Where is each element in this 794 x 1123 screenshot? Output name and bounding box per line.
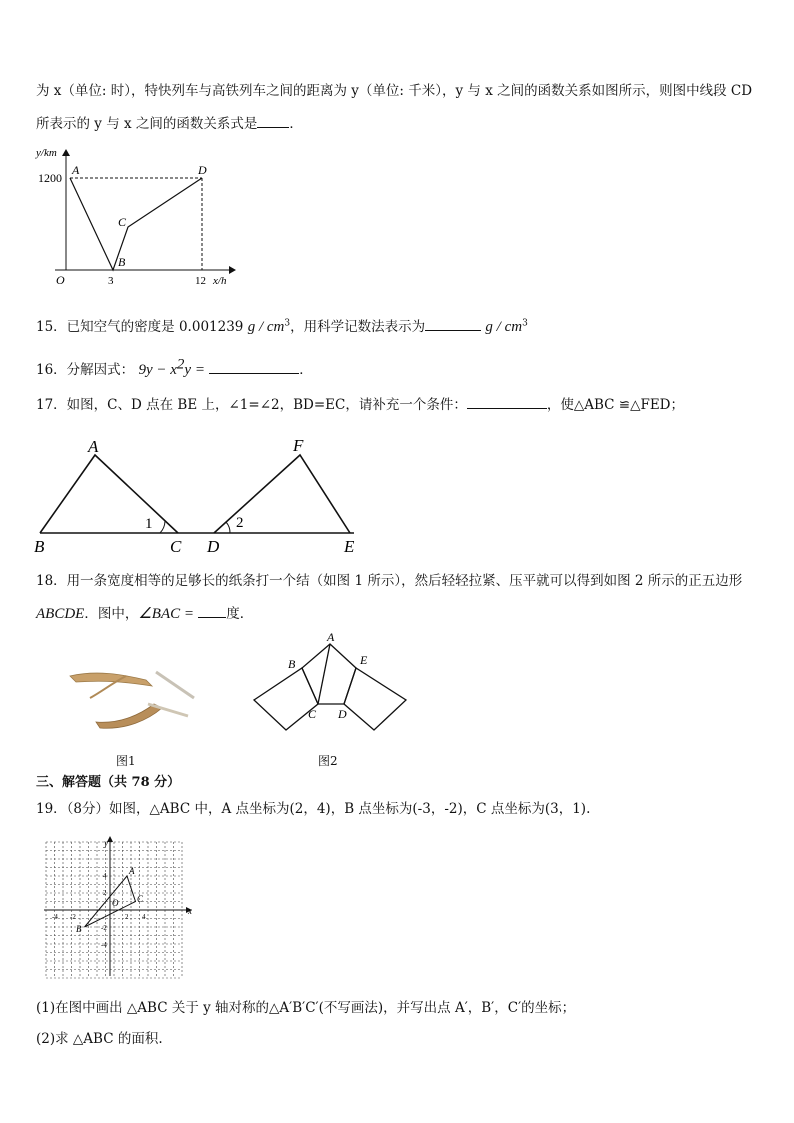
grid-y-tick-neg2: -2 <box>101 924 107 932</box>
q18-text-line1: 18．用一条宽度相等的足够长的纸条打一个结（如图 1 所示），然后轻轻拉紧、压平就可以得到如图 2 所示的正五边形 <box>36 573 743 589</box>
q16-text <box>36 356 313 379</box>
q16-expr-a: 9y − x <box>138 362 177 378</box>
q15-unit-exp-2: 3 <box>522 318 528 329</box>
grid-point-a-label: A <box>129 866 135 876</box>
grid-y-tick-2: 2 <box>103 889 107 897</box>
grid-x-tick-neg2: -2 <box>70 913 76 921</box>
q18-answer-blank[interactable] <box>198 603 226 618</box>
section-3-title: 三、解答题（共 78 分） <box>36 775 181 790</box>
pentagon-abcde <box>302 644 356 704</box>
grid-x-label: x <box>188 906 192 916</box>
q15-answer-blank[interactable] <box>425 316 481 331</box>
fig2-label-a: A <box>327 630 335 644</box>
triangle-fed <box>214 455 350 533</box>
q16-expr-exp: 2 <box>176 356 185 373</box>
coordinate-grid <box>40 836 192 980</box>
triangles-figure <box>30 432 370 557</box>
point-d-label: D <box>198 163 207 177</box>
fig2-label-d: D <box>338 707 347 721</box>
q17-answer-blank[interactable] <box>467 394 547 409</box>
grid-point-c-label: C <box>137 894 144 904</box>
q16-expr-b: y = <box>184 362 205 378</box>
q16-answer-blank[interactable] <box>209 359 299 374</box>
q17-pre: 17．如图，C、D 点在 BE 上，∠1=∠2，BD=EC，请补充一个条件： <box>36 397 467 413</box>
fig2-label-c: C <box>308 707 317 721</box>
grid-y-tick-neg4: -4 <box>101 941 107 949</box>
paper-knot-photo <box>66 664 196 734</box>
angle-1-arc <box>160 521 165 533</box>
q14-text-line2-pre: 所表示的 y 与 x 之间的函数关系式是 <box>36 116 258 132</box>
grid-x-tick-2: 2 <box>125 913 129 921</box>
grid-y-tick-4: 4 <box>103 872 107 880</box>
grid-x-tick-neg4: -4 <box>52 913 58 921</box>
y-tick-1200: 1200 <box>38 171 62 185</box>
q18-text-line2 <box>36 603 253 623</box>
q18-angle: ∠BAC = <box>138 606 194 622</box>
label-b: B <box>34 537 45 556</box>
q15-unit-g: g <box>247 319 256 335</box>
q19-part1: (1)在图中画出 △ABC 关于 y 轴对称的△A′B′C′(不写画法)，并写出点 A′，B′，C′的坐标； <box>36 1000 576 1016</box>
x-axis-label: x/h <box>213 275 227 287</box>
angle-2-arc <box>226 522 230 533</box>
point-a-label: A <box>72 163 80 177</box>
strip-right-2 <box>344 668 406 730</box>
x-tick-12: 12 <box>195 275 206 287</box>
q15-mid: ，用科学记数法表示为 <box>290 319 426 335</box>
q16-pre: 16．分解因式： <box>36 362 135 378</box>
q15-unit-cm: cm <box>266 319 285 335</box>
graph-polyline <box>70 178 202 270</box>
x-tick-3: 3 <box>108 275 114 287</box>
y-axis-label: y/km <box>36 147 57 159</box>
q19-stem: 19．（8分）如图，△ABC 中，A 点坐标为(2，4)，B 点坐标为(-3，-2)，C 点坐标为(3，1). <box>36 801 591 817</box>
q15-text <box>36 316 528 336</box>
q15-unit-slash-2: / <box>492 319 505 335</box>
q14-text-line1: 为 x（单位: 时），特快列车与高铁列车之间的距离为 y（单位: 千米），y 与 x 之间的函数关系如图所示，则图中线段 CD <box>36 83 753 99</box>
q18-line2-mid: ．图中， <box>84 606 139 622</box>
strip-right <box>156 672 194 698</box>
label-c: C <box>170 537 182 556</box>
grid-point-b-label: B <box>76 924 82 934</box>
point-b-label: B <box>118 255 126 269</box>
q18-line2-post: 度． <box>226 606 254 622</box>
q17-post: ，使△ABC ≌△FED； <box>546 397 685 413</box>
pentagon-knot-figure <box>250 630 410 740</box>
fig2-label-e: E <box>360 653 368 667</box>
q18-pentagon-name: ABCDE <box>36 606 85 622</box>
q14-text-line2 <box>36 113 303 133</box>
triangle-abc <box>40 455 178 533</box>
distance-time-graph <box>30 142 240 292</box>
fig2-label-b: B <box>288 657 296 671</box>
q19-part2: (2)求 △ABC 的面积. <box>36 1031 163 1047</box>
q15-unit-slash: / <box>255 319 267 335</box>
q15-unit-cm-2: cm <box>504 319 523 335</box>
origin-label: O <box>56 273 65 287</box>
q14-text-line2-post: ． <box>289 116 303 132</box>
label-d: D <box>207 537 220 556</box>
grid-x-tick-4: 4 <box>142 913 146 921</box>
point-c-label: C <box>118 215 127 229</box>
q15-unit-exp: 3 <box>284 318 291 329</box>
figure-1-caption: 图1 <box>116 754 136 768</box>
label-angle-2: 2 <box>236 515 244 531</box>
label-a: A <box>88 437 99 456</box>
figure-2-caption: 图2 <box>318 754 338 768</box>
q15-unit-g-2: g <box>485 319 493 335</box>
strip-lower <box>96 704 162 728</box>
label-f: F <box>293 436 304 455</box>
q16-post: ． <box>299 362 313 378</box>
q17-text <box>36 394 684 414</box>
q14-answer-blank[interactable] <box>257 113 289 128</box>
grid-y-label: y <box>104 838 108 848</box>
grid-origin-label: O <box>112 898 119 908</box>
q15-pre: 15．已知空气的密度是 0.001239 <box>36 319 244 335</box>
label-angle-1: 1 <box>145 516 153 532</box>
label-e: E <box>344 537 355 556</box>
